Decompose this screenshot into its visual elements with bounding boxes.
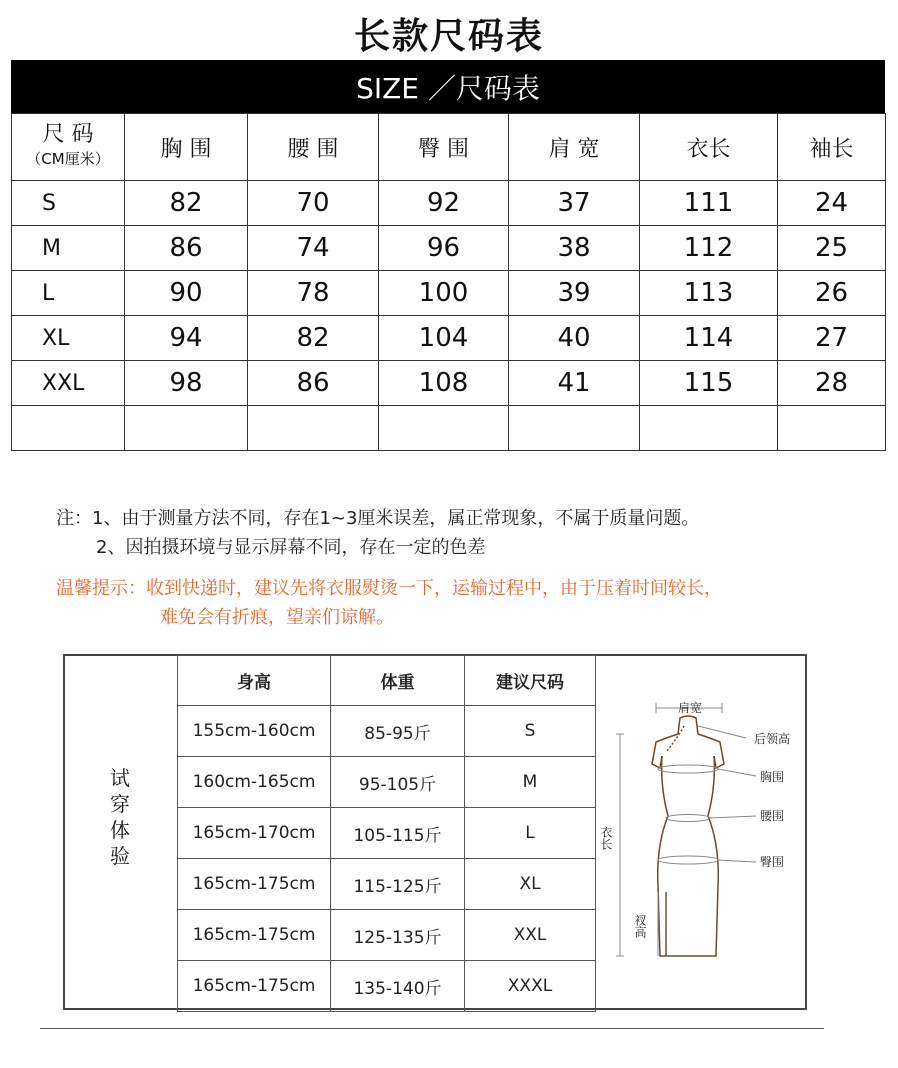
value-cell: 115 xyxy=(640,361,778,406)
value-cell: 82 xyxy=(125,181,248,226)
dress-outline-icon xyxy=(652,716,724,956)
column-header-bust: 胸 围 xyxy=(125,114,248,181)
value-cell: 98 xyxy=(125,361,248,406)
value-cell: 100 xyxy=(379,271,509,316)
size-cell: S xyxy=(12,181,125,226)
value-cell: 78 xyxy=(248,271,379,316)
table-row xyxy=(12,361,886,406)
table-row xyxy=(12,226,886,271)
size-cell: L xyxy=(465,808,596,859)
page-title: 长款尺码表 xyxy=(353,16,544,57)
label-slit: 衩高 xyxy=(633,914,647,938)
value-cell: 111 xyxy=(640,181,778,226)
size-column-header xyxy=(12,114,125,181)
trial-header-row xyxy=(178,656,596,706)
trial-side-label xyxy=(110,765,130,869)
value-cell: 94 xyxy=(125,316,248,361)
height-cell: 160cm-165cm xyxy=(178,757,331,808)
trial-side-char: 穿 xyxy=(110,792,130,816)
size-cell: XXL xyxy=(12,361,125,406)
value-cell: 104 xyxy=(379,316,509,361)
size-cell: M xyxy=(465,757,596,808)
trial-side-char: 体 xyxy=(110,818,130,842)
height-cell: 165cm-170cm xyxy=(178,808,331,859)
column-header-shoulder: 肩 宽 xyxy=(509,114,640,181)
label-shoulder: 肩宽 xyxy=(678,701,703,715)
size-cell: M xyxy=(12,226,125,271)
size-cell: XXL xyxy=(465,910,596,961)
empty-row xyxy=(12,406,886,451)
size-header-bar: SIZE ／尺码表 xyxy=(11,60,885,113)
height-cell: 165cm-175cm xyxy=(178,961,331,1012)
weight-cell: 95-105斤 xyxy=(331,757,465,808)
value-cell: 40 xyxy=(509,316,640,361)
note-line-1: 注：1、由于测量方法不同，存在1~3厘米误差，属正常现象，不属于质量问题。 xyxy=(56,508,700,529)
column-header-length: 衣长 xyxy=(640,114,778,181)
dress-measurement-diagram xyxy=(596,656,804,1008)
table-row xyxy=(178,808,596,859)
trial-side-char: 验 xyxy=(110,844,130,868)
value-cell: 39 xyxy=(509,271,640,316)
trial-table xyxy=(177,655,596,1012)
value-cell: 113 xyxy=(640,271,778,316)
label-waist: 腰围 xyxy=(760,809,785,823)
table-row xyxy=(12,181,886,226)
trial-header-size: 建议尺码 xyxy=(465,656,596,706)
label-back-collar: 后领高 xyxy=(754,732,791,746)
value-cell: 74 xyxy=(248,226,379,271)
column-header-waist: 腰 围 xyxy=(248,114,379,181)
value-cell: 25 xyxy=(778,226,886,271)
size-table-header-row xyxy=(12,114,886,181)
weight-cell: 125-135斤 xyxy=(331,910,465,961)
value-cell: 26 xyxy=(778,271,886,316)
size-cell: L xyxy=(12,271,125,316)
table-row xyxy=(178,961,596,1012)
value-cell: 70 xyxy=(248,181,379,226)
column-header-sleeve: 袖长 xyxy=(778,114,886,181)
table-row xyxy=(178,910,596,961)
size-header-unit: （CM厘米） xyxy=(26,150,110,168)
value-cell: 108 xyxy=(379,361,509,406)
table-row xyxy=(12,316,886,361)
column-header-hip: 臀 围 xyxy=(379,114,509,181)
value-cell: 112 xyxy=(640,226,778,271)
height-cell: 155cm-160cm xyxy=(178,706,331,757)
value-cell: 86 xyxy=(125,226,248,271)
trial-side-char: 试 xyxy=(110,766,130,790)
value-cell: 41 xyxy=(509,361,640,406)
value-cell: 114 xyxy=(640,316,778,361)
value-cell: 90 xyxy=(125,271,248,316)
size-cell: XL xyxy=(465,859,596,910)
size-cell: S xyxy=(465,706,596,757)
value-cell: 96 xyxy=(379,226,509,271)
label-length: 衣长 xyxy=(599,826,613,850)
weight-cell: 135-140斤 xyxy=(331,961,465,1012)
value-cell: 24 xyxy=(778,181,886,226)
table-row xyxy=(178,757,596,808)
tip-line-2: 难免会有折痕，望亲们谅解。 xyxy=(160,607,394,628)
weight-cell: 85-95斤 xyxy=(331,706,465,757)
trial-header-height: 身高 xyxy=(178,656,331,706)
weight-cell: 115-125斤 xyxy=(331,859,465,910)
label-bust: 胸围 xyxy=(760,770,785,784)
table-row xyxy=(178,859,596,910)
label-hip: 臀围 xyxy=(760,855,785,869)
value-cell: 38 xyxy=(509,226,640,271)
size-cell: XXXL xyxy=(465,961,596,1012)
trial-header-weight: 体重 xyxy=(331,656,465,706)
bottom-divider xyxy=(40,1028,824,1029)
height-cell: 165cm-175cm xyxy=(178,859,331,910)
size-header-label: 尺 码 xyxy=(42,122,94,147)
value-cell: 82 xyxy=(248,316,379,361)
table-row xyxy=(178,706,596,757)
size-table xyxy=(11,113,886,451)
height-cell: 165cm-175cm xyxy=(178,910,331,961)
value-cell: 86 xyxy=(248,361,379,406)
table-row xyxy=(12,271,886,316)
value-cell: 27 xyxy=(778,316,886,361)
tip-line-1: 温馨提示：收到快递时，建议先将衣服熨烫一下，运输过程中，由于压着时间较长， xyxy=(56,578,722,599)
value-cell: 28 xyxy=(778,361,886,406)
value-cell: 92 xyxy=(379,181,509,226)
weight-cell: 105-115斤 xyxy=(331,808,465,859)
note-line-2: 2、因拍摄环境与显示屏幕不同，存在一定的色差 xyxy=(96,537,486,558)
size-cell: XL xyxy=(12,316,125,361)
value-cell: 37 xyxy=(509,181,640,226)
